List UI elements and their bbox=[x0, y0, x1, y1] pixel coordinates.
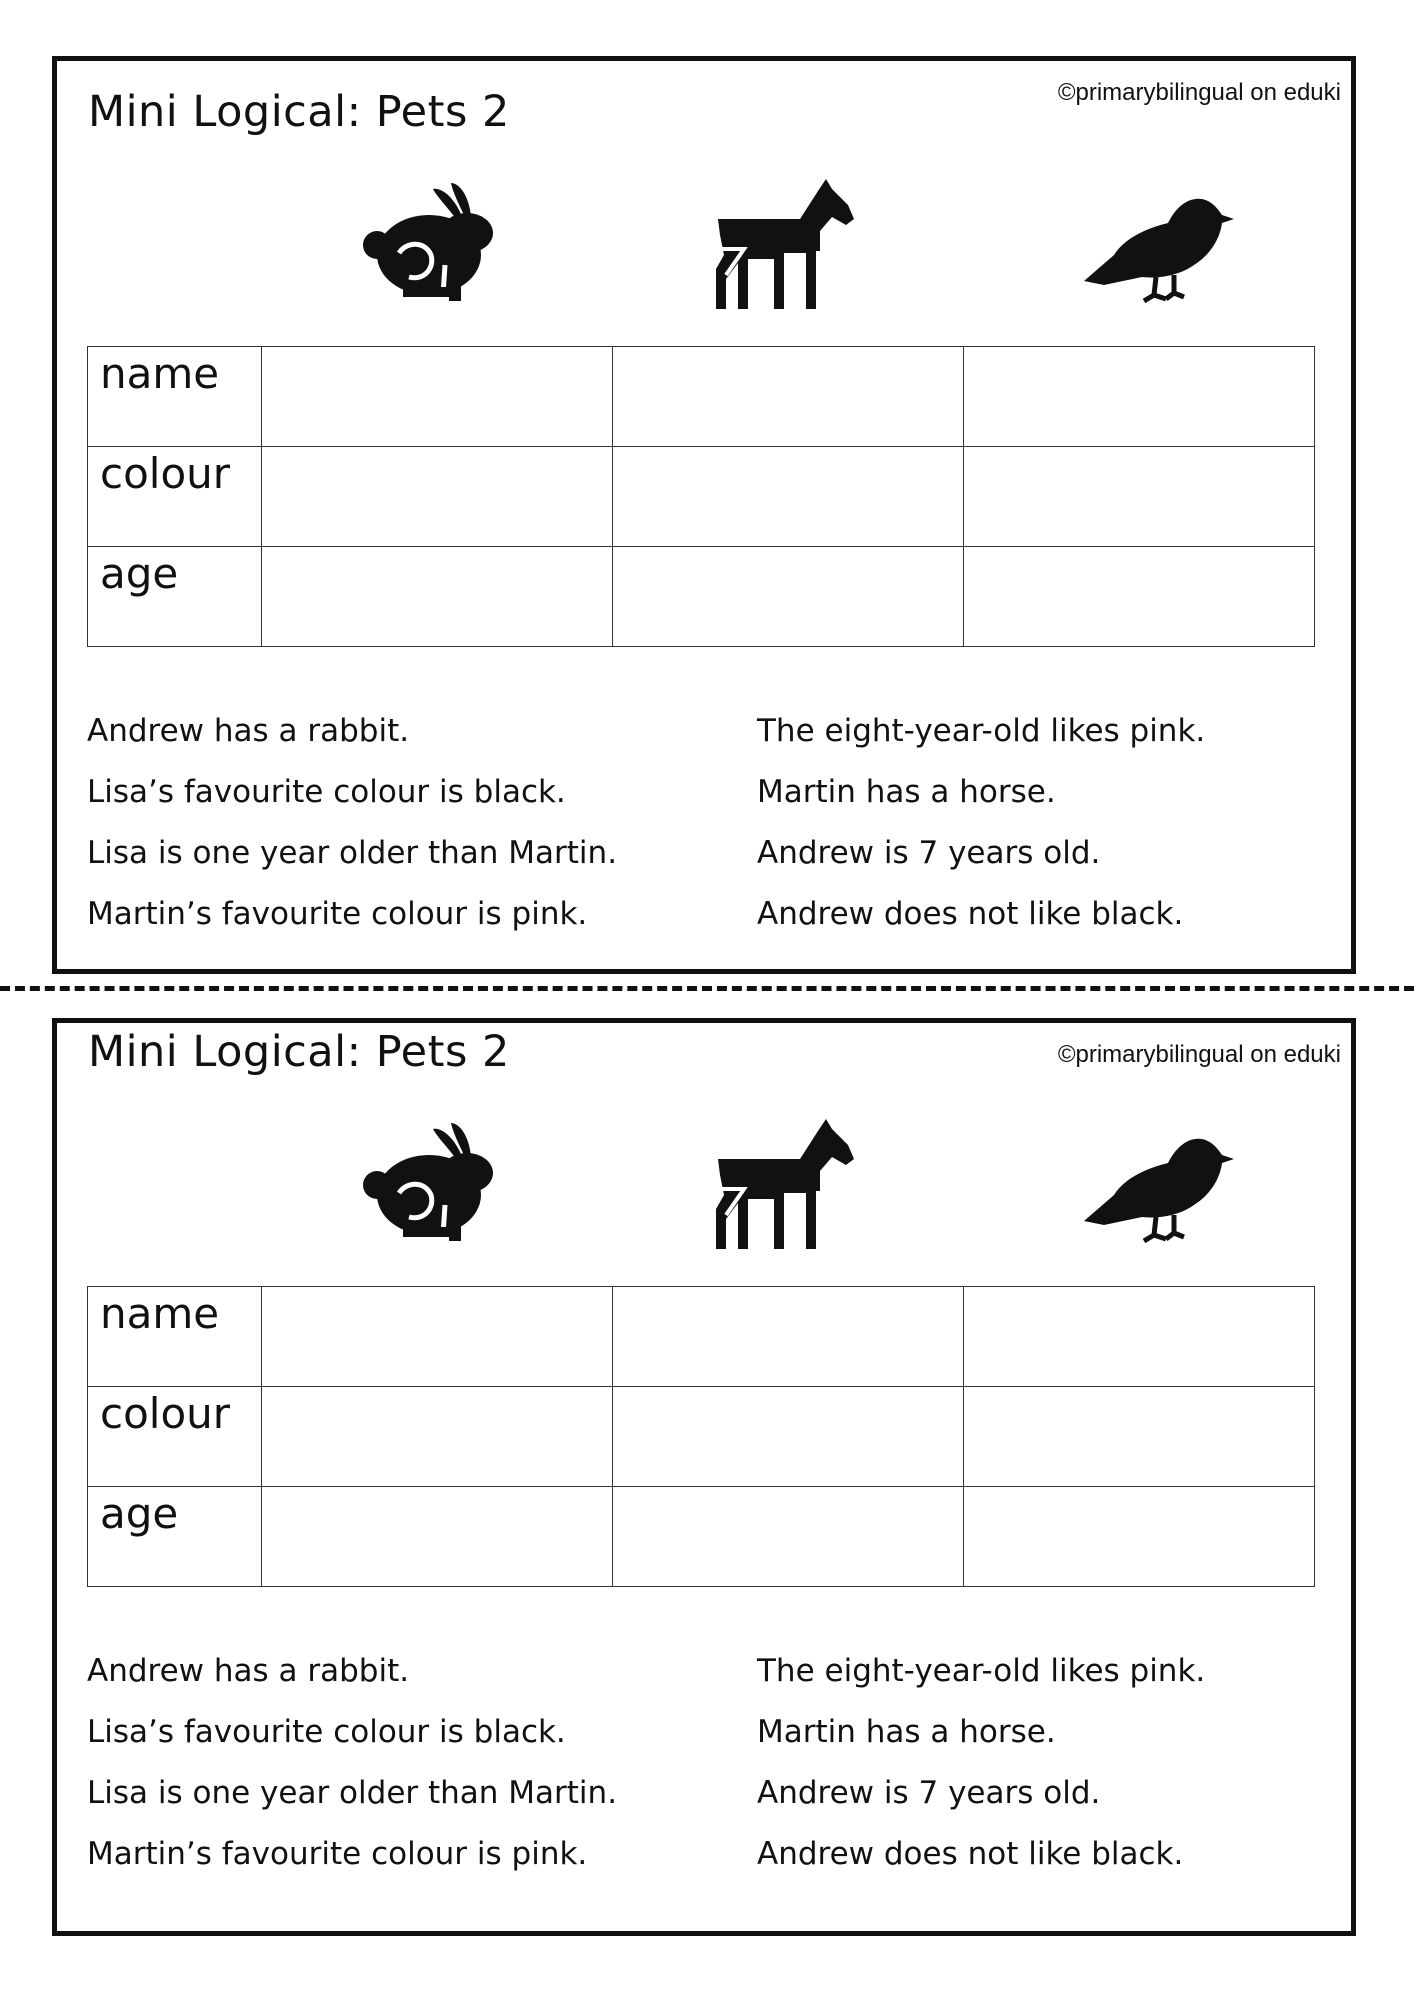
horse-icon bbox=[708, 179, 858, 314]
clue-text: Martin has a horse. bbox=[757, 1714, 1056, 1750]
answer-cell[interactable] bbox=[613, 547, 964, 647]
answer-cell[interactable] bbox=[613, 1387, 964, 1487]
clue-text: Lisa’s favourite colour is black. bbox=[87, 1714, 566, 1750]
row-label-age: age bbox=[88, 547, 262, 647]
worksheet-card-bottom bbox=[52, 1018, 1356, 1936]
clue-text: The eight-year-old likes pink. bbox=[757, 713, 1206, 749]
pet-icons bbox=[57, 1023, 1351, 1283]
table-row bbox=[88, 1487, 1315, 1587]
clues-right-column bbox=[757, 1641, 1205, 1885]
clue-text: Andrew has a rabbit. bbox=[87, 713, 410, 749]
pet-icons bbox=[57, 61, 1351, 321]
clue-text: Martin’s favourite colour is pink. bbox=[87, 896, 588, 932]
row-label-name: name bbox=[88, 1287, 262, 1387]
clue-text: Andrew does not like black. bbox=[757, 1836, 1184, 1872]
table-row bbox=[88, 447, 1315, 547]
answer-cell[interactable] bbox=[262, 1487, 613, 1587]
table-row bbox=[88, 547, 1315, 647]
clues-right-column bbox=[757, 701, 1205, 945]
answer-cell[interactable] bbox=[262, 347, 613, 447]
table-row bbox=[88, 347, 1315, 447]
copyright-text: ©primarybilingual on eduki bbox=[1057, 1041, 1341, 1068]
row-label-age: age bbox=[88, 1487, 262, 1587]
table-row bbox=[88, 1287, 1315, 1387]
answer-cell[interactable] bbox=[262, 547, 613, 647]
clue-text: Martin’s favourite colour is pink. bbox=[87, 1836, 588, 1872]
row-label-name: name bbox=[88, 347, 262, 447]
answer-cell[interactable] bbox=[262, 447, 613, 547]
answer-cell[interactable] bbox=[613, 447, 964, 547]
copyright-text: ©primarybilingual on eduki bbox=[1057, 79, 1341, 106]
clue-text: Martin has a horse. bbox=[757, 774, 1056, 810]
clues-left-column bbox=[87, 1641, 617, 1885]
rabbit-icon bbox=[359, 1123, 509, 1243]
answer-cell[interactable] bbox=[964, 1287, 1315, 1387]
cut-line-divider bbox=[0, 986, 1414, 991]
card-title: Mini Logical: Pets 2 bbox=[88, 1027, 510, 1077]
clue-text: Andrew has a rabbit. bbox=[87, 1653, 410, 1689]
rabbit-icon bbox=[359, 183, 509, 303]
answer-cell[interactable] bbox=[964, 347, 1315, 447]
answer-cell[interactable] bbox=[613, 1487, 964, 1587]
answer-cell[interactable] bbox=[964, 447, 1315, 547]
answer-cell[interactable] bbox=[964, 1487, 1315, 1587]
row-label-colour: colour bbox=[88, 447, 262, 547]
clues-left-column bbox=[87, 701, 617, 945]
table-row bbox=[88, 1387, 1315, 1487]
horse-icon bbox=[708, 1119, 858, 1254]
bird-icon bbox=[1084, 189, 1234, 309]
clue-text: Andrew is 7 years old. bbox=[757, 1775, 1101, 1811]
answer-cell[interactable] bbox=[613, 1287, 964, 1387]
clue-text: Andrew does not like black. bbox=[757, 896, 1184, 932]
card-title: Mini Logical: Pets 2 bbox=[88, 87, 510, 137]
clue-text: Lisa’s favourite colour is black. bbox=[87, 774, 566, 810]
row-label-colour: colour bbox=[88, 1387, 262, 1487]
answer-grid bbox=[87, 1286, 1315, 1587]
worksheet-card-top bbox=[52, 56, 1356, 974]
bird-icon bbox=[1084, 1129, 1234, 1249]
clue-text: Andrew is 7 years old. bbox=[757, 835, 1101, 871]
clue-text: The eight-year-old likes pink. bbox=[757, 1653, 1206, 1689]
clue-text: Lisa is one year older than Martin. bbox=[87, 1775, 618, 1811]
clue-text: Lisa is one year older than Martin. bbox=[87, 835, 618, 871]
answer-cell[interactable] bbox=[262, 1287, 613, 1387]
answer-cell[interactable] bbox=[262, 1387, 613, 1487]
answer-cell[interactable] bbox=[964, 547, 1315, 647]
answer-cell[interactable] bbox=[613, 347, 964, 447]
answer-grid bbox=[87, 346, 1315, 647]
answer-cell[interactable] bbox=[964, 1387, 1315, 1487]
